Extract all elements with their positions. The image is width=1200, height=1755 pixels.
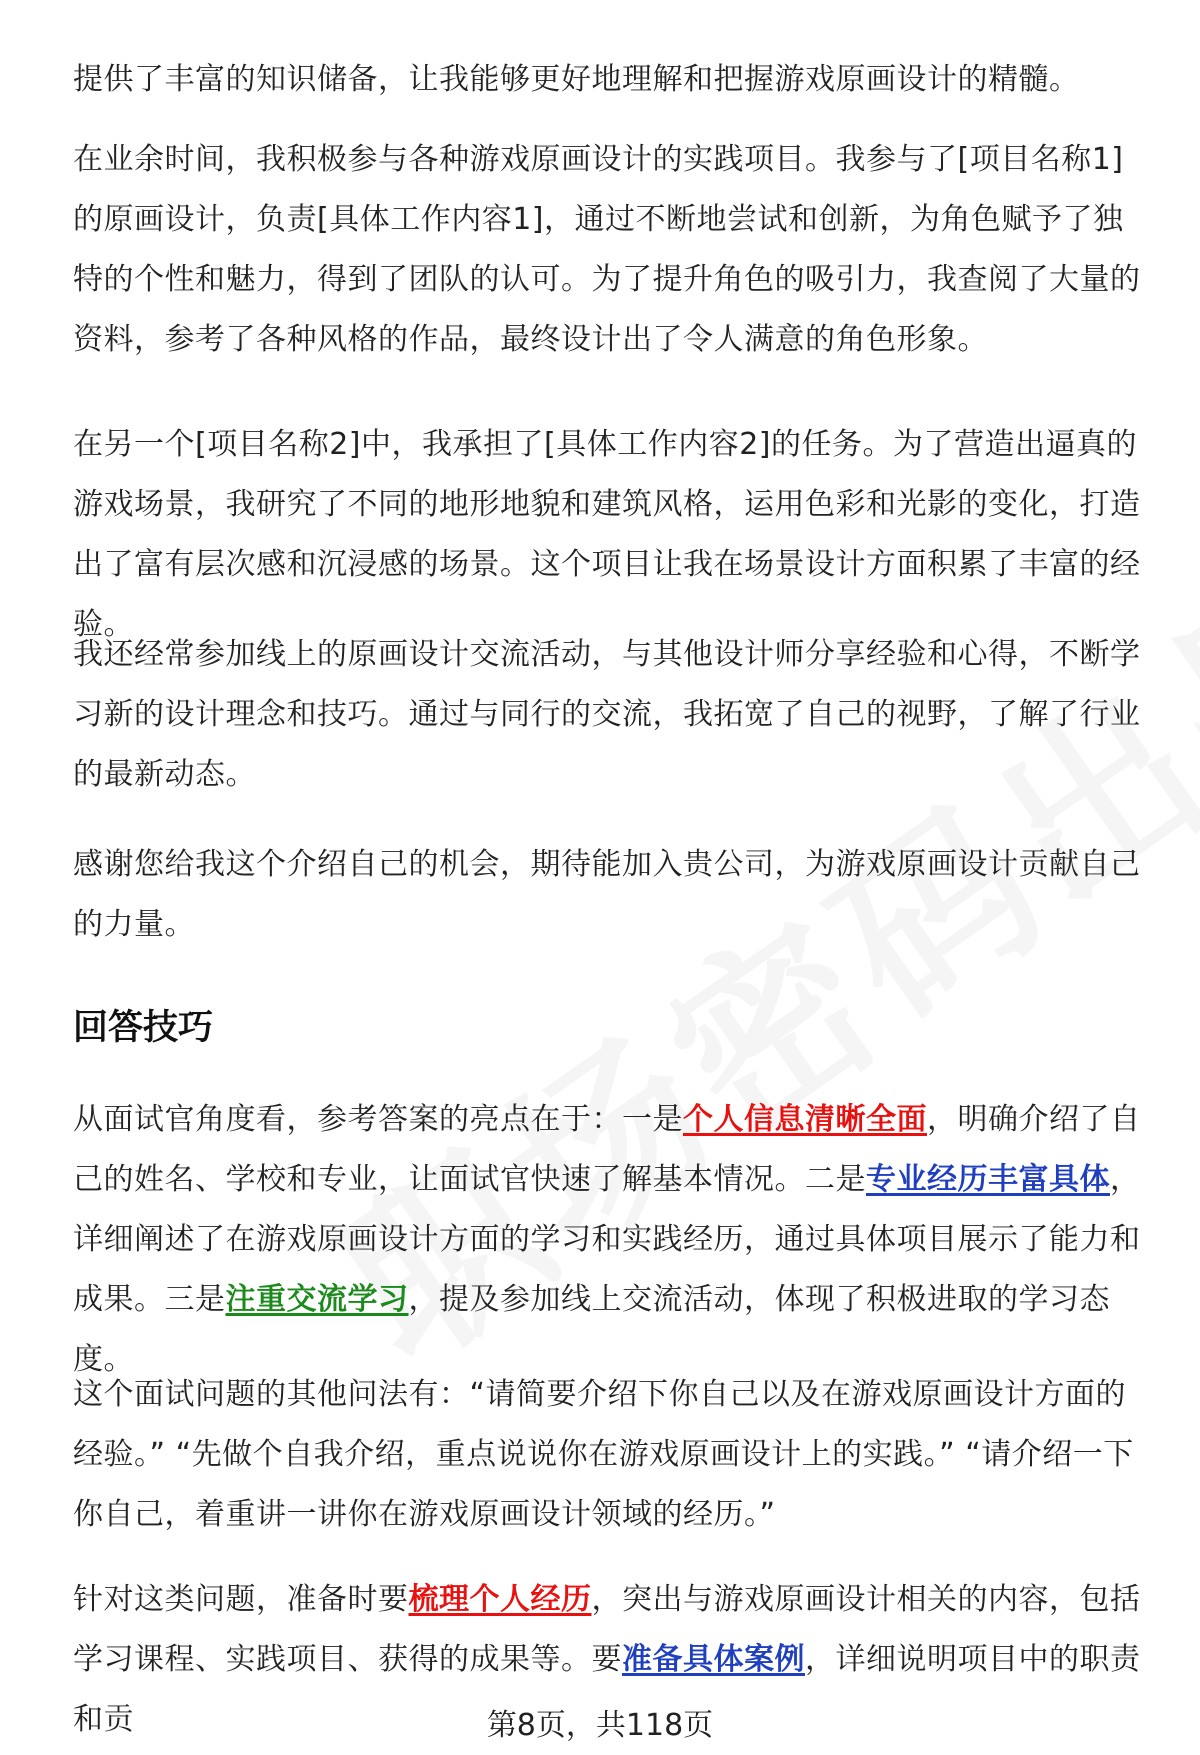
paragraph-4: 我还经常参加线上的原画设计交流活动，与其他设计师分享经验和心得，不断学习新的设计理念和技巧。通过与同行的交流，我拓宽了自己的视野，了解了行业的最新动态。	[73, 637, 1141, 792]
prep-text-3: ，详细说明项目中的职责和贡	[73, 1642, 1141, 1737]
tips-text-1: 从面试官角度看，参考答案的亮点在于：一是	[73, 1102, 683, 1137]
page-number-footer: 第8页，共118页	[486, 1708, 714, 1743]
highlight-professional-experience: 专业经历丰富具体	[866, 1162, 1110, 1197]
paragraph-1: 提供了丰富的知识储备，让我能够更好地理解和把握游戏原画设计的精髓。	[73, 62, 1080, 97]
highlight-exchange-learning: 注重交流学习	[225, 1282, 409, 1317]
tips-paragraph	[73, 1090, 1153, 1390]
tips-text-4: ，提及参加线上交流活动，体现了积极进取的学习态度。	[73, 1282, 1110, 1377]
highlight-prepare-cases: 准备具体案例	[622, 1642, 805, 1677]
paragraph-5: 感谢您给我这个介绍自己的机会，期待能加入贵公司，为游戏原画设计贡献自己的力量。	[73, 847, 1141, 942]
prep-text-1: 针对这类问题，准备时要	[73, 1582, 409, 1617]
paragraph-3: 在另一个[项目名称2]中，我承担了[具体工作内容2]的任务。为了营造出逼真的游戏场景，我研究了不同的地形地貌和建筑风格，运用色彩和光影的变化，打造出了富有层次感和沉浸感的场景。这个项目让我在场景设计方面积累了丰富的经验。	[73, 427, 1141, 642]
highlight-personal-info: 个人信息清晰全面	[683, 1102, 927, 1137]
highlight-sort-experience: 梳理个人经历	[408, 1582, 592, 1617]
tips-text-2: ，明确介绍了自己的姓名、学校和专业，让面试官快速了解基本情况。二是	[73, 1102, 1141, 1197]
paragraph-2: 在业余时间，我积极参与各种游戏原画设计的实践项目。我参与了[项目名称1]的原画设计，负责[具体工作内容1]，通过不断地尝试和创新，为角色赋予了独特的个性和魅力，得到了团队的认可。为了提升角色的吸引力，我查阅了大量的资料，参考了各种风格的作品，最终设计出了令人满意的角色形象。	[73, 142, 1141, 357]
alt-questions-paragraph: 这个面试问题的其他问法有：“请简要介绍下你自己以及在游戏原画设计方面的经验。” “先做个自我介绍，重点说说你在游戏原画设计上的实践。” “请介绍一下你自己，着重讲一讲你在游戏原画设计领域的经历。”	[73, 1377, 1134, 1532]
section-heading: 回答技巧	[73, 1008, 214, 1048]
tips-text-3: ，详细阐述了在游戏原画设计方面的学习和实践经历，通过具体项目展示了能力和成果。三是	[73, 1162, 1141, 1317]
prep-text-2: ，突出与游戏原画设计相关的内容，包括学习课程、实践项目、获得的成果等。要	[73, 1582, 1141, 1677]
